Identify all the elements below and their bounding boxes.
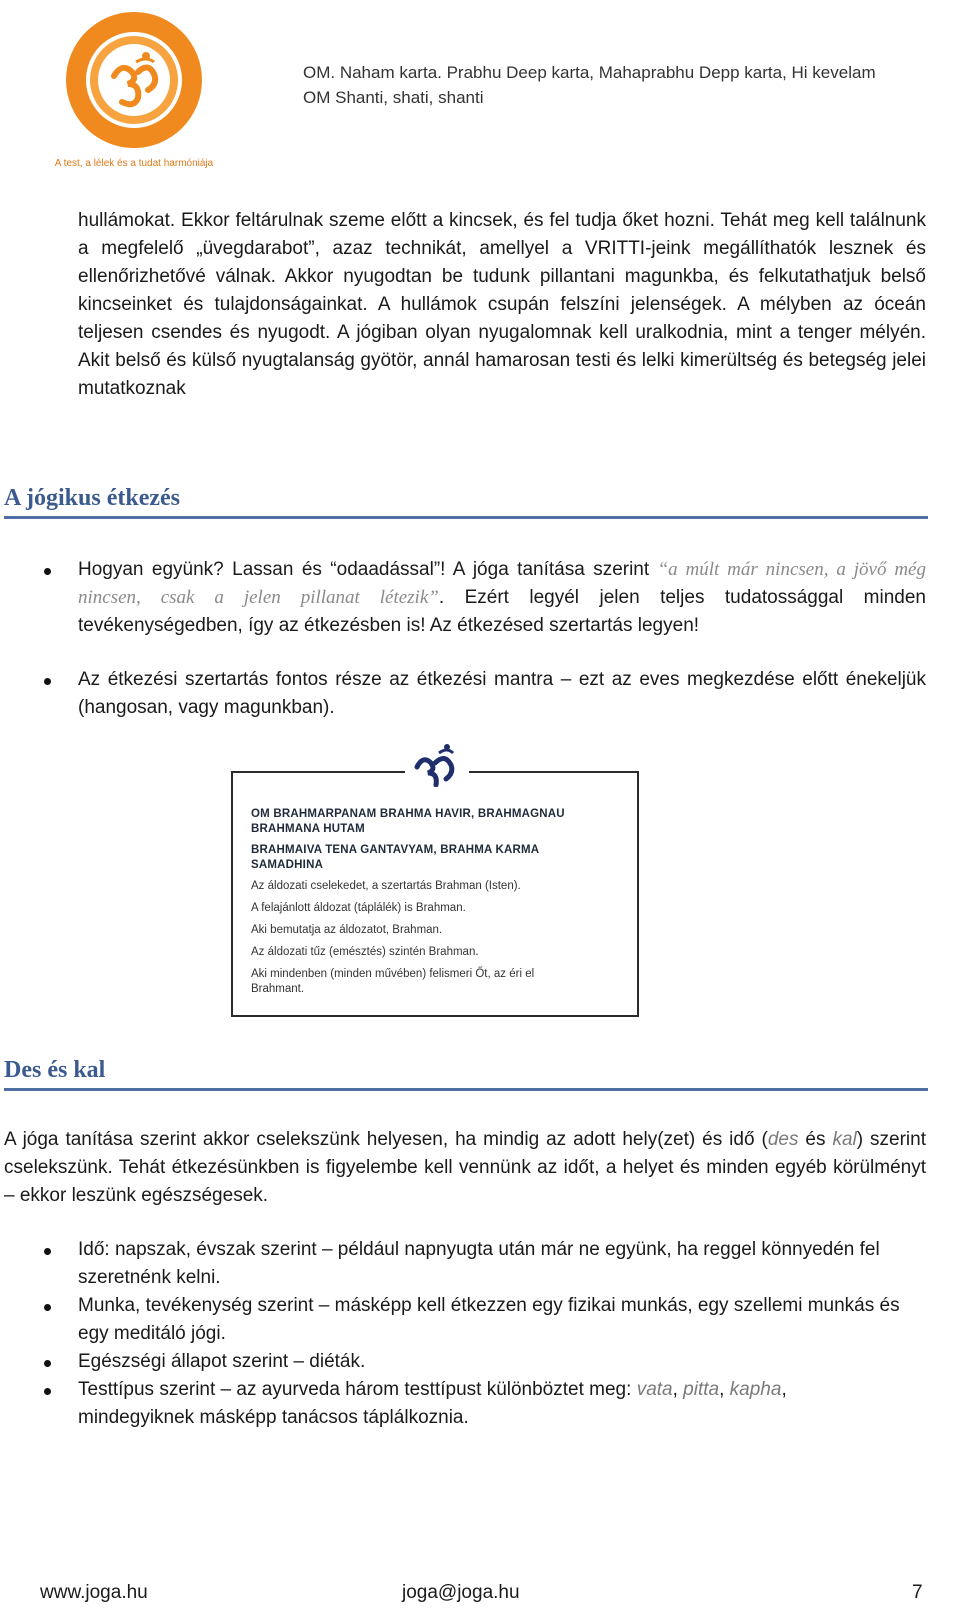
- bullet-dot: [44, 568, 51, 575]
- footer-website-link[interactable]: www.joga.hu: [40, 1582, 148, 1603]
- mantra-line: A felajánlott áldozat (táplálék) is Brahman.: [251, 902, 466, 914]
- section-heading-des-es-kal: Des és kal: [4, 1057, 106, 1083]
- bullet-hogyan-egyunk: [78, 556, 926, 640]
- heading-rule: [4, 516, 928, 519]
- mantra-line: Aki mindenben (minden művében) felismeri Őt, az éri el Brahmant.: [251, 968, 535, 995]
- header-line-1: OM. Naham karta. Prabhu Deep karta, Mahaprabhu Depp karta, Hi kevelam: [303, 63, 876, 82]
- mantra-sanskrit-2: BRAHMAIVA TENA GANTAVYAM, BRAHMA KARMA SAMADHINA: [251, 844, 539, 871]
- header-line-2: OM Shanti, shati, shanti: [303, 88, 484, 107]
- term-kapha: kapha: [729, 1379, 782, 1400]
- om-icon: [405, 743, 469, 787]
- section-heading-jogikus-etkezes: A jógikus étkezés: [4, 485, 180, 511]
- heading-rule: [4, 1088, 928, 1091]
- des-es-kal-paragraph: [4, 1126, 926, 1210]
- separator: ,: [672, 1379, 684, 1400]
- separator: ,: [719, 1379, 730, 1400]
- mantra-line: Az áldozati tűz (emésztés) szintén Brahman.: [251, 946, 479, 958]
- bullet-dot: [44, 1388, 51, 1395]
- mantra-line: Aki bemutatja az áldozatot, Brahman.: [251, 924, 443, 936]
- logo-tagline: A test, a lélek és a tudat harmóniája: [54, 158, 214, 169]
- footer-email-link[interactable]: joga@joga.hu: [402, 1582, 520, 1603]
- mantra-line: Az áldozati cselekedet, a szertartás Brahman (Isten).: [251, 880, 521, 892]
- bullet-dot: [44, 678, 51, 685]
- joga-logo: [54, 6, 214, 178]
- para-text: ) szerint cselekszünk. Tehát étkezésünkben is figyelembe kell vennünk az időt, a helyet és minden egyéb körülményt – ekkor leszünk egészségesek.: [4, 1129, 926, 1206]
- quote-text: “a múlt már nincsen, a jövő még nincsen, csak a jelen pillanat létezik”: [78, 559, 926, 608]
- bullet-testtipus: [78, 1376, 878, 1432]
- bullet-dot: [44, 1304, 51, 1311]
- para-text: A jóga tanítása szerint akkor cselekszünk helyesen, ha mindig az adott hely(zet) és idő (: [4, 1129, 768, 1150]
- bullet-dot: [44, 1360, 51, 1367]
- term-des: des: [767, 1129, 799, 1150]
- bullet-text: Testtípus szerint – az ayurveda három testtípust különböztet meg:: [78, 1379, 637, 1400]
- para-text: és: [798, 1129, 833, 1150]
- mantra-box: [231, 771, 639, 1017]
- term-kal: kal: [832, 1129, 857, 1150]
- bullet-text-end: . Ezért legyél jelen teljes tudatossággal minden tevékenységedben, így az étkezésben is! Az étkezésed szertartás legyen!: [78, 587, 926, 636]
- bullet-text: Hogyan együnk? Lassan és “odaadással”! A jóga tanítása szerint: [78, 559, 658, 580]
- bullet-egeszsegi-allapot: Egészségi állapot szerint – diéták.: [78, 1351, 366, 1372]
- bullet-ido: Idő: napszak, évszak szerint – például napnyugta után már ne együnk, ha reggel könnyedén fel szeretnénk kelni.: [78, 1239, 880, 1288]
- bullet-dot: [44, 1248, 51, 1255]
- term-vata: vata: [636, 1379, 673, 1400]
- page-number: 7: [912, 1582, 923, 1603]
- bullet-text-end: , mindegyiknek másképp tanácsos táplálkoznia.: [78, 1379, 787, 1428]
- bullet-etkezesi-mantra: Az étkezési szertartás fontos része az étkezési mantra – ezt az eves megkezdése előtt énekeljük (hangosan, vagy magunkban).: [78, 669, 926, 718]
- term-pitta: pitta: [683, 1379, 720, 1400]
- mantra-sanskrit-1: OM BRAHMARPANAM BRAHMA HAVIR, BRAHMAGNAU BRAHMANA HUTAM: [251, 808, 565, 835]
- intro-paragraph: hullámokat. Ekkor feltárulnak szeme előtt a kincsek, és fel tudja őket hozni. Tehát meg kell találnunk a megfelelő „üvegdarabot”, azaz technikát, amellyel a VRITTI-jeink megállíthatók lesznek és ellenőrizhetővé válnak. Akkor nyugodtan be tudunk pillantani magunkba, és felkutathatjuk belső kincseinket és tulajdonságainkat. A hullámok csupán felszíni jelenségek. A mélyben az óceán teljesen csendes és nyugodt. A jógiban olyan nyugalomnak kell uralkodnia, mint a tenger mélyén. Akit belső és külső nyugtalanság gyötör, annál hamarosan testi és lelki kimerültség és betegség jelei mutatkoznak: [78, 210, 926, 399]
- bullet-munka: Munka, tevékenység szerint – másképp kell étkezzen egy fizikai munkás, egy szellemi munkás és egy meditáló jógi.: [78, 1295, 900, 1344]
